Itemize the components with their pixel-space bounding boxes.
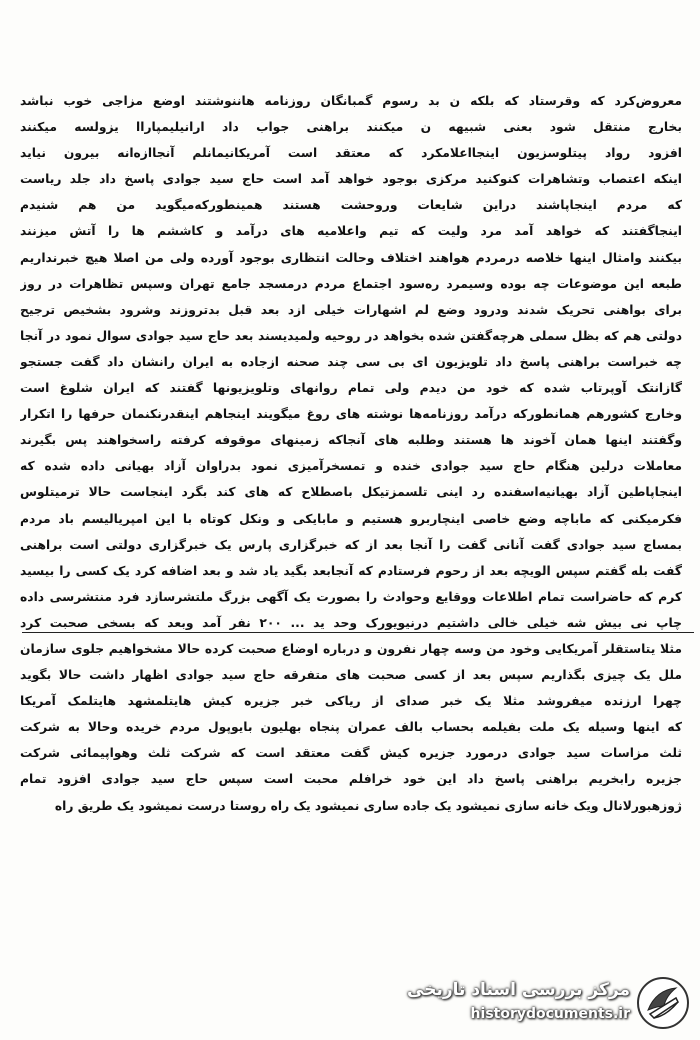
document-line: گازانتک آوپرتاب شده که خود من دیدم ولی تمام روانهای وتلویزیونها گفتند که ایران شلوغ است bbox=[20, 381, 682, 396]
document-line: ملل یک چیزی بگذاریم سپس بعد از کسی صحبت های متفرقه حاج سید جوادی اظهار داشت حالا بگوید bbox=[20, 668, 682, 683]
document-line: چاپ نی بیش شه خیلی خالی داشتیم درنیویورک وحد ید ... ۲۰۰ نفر آمد وبعد که بسخی صحبت کرد bbox=[20, 615, 682, 630]
document-line: فکرمیکنی که ماباچه وضع خاصی اینچاربرو هستیم و مابایکی و ونکل کوتاه با این امپریالیسم باد مردم bbox=[20, 511, 682, 526]
watermark-title: مرکز بررسی اسناد تاریخی bbox=[407, 980, 630, 1000]
document-line: برای بواهنی تحریک شدند ودرود وضع لم اشهارات خیلی ازد بعد قبل بدتروزند وشرود بشخیص ترجیح bbox=[20, 302, 682, 317]
document-line: ثلث مزاسات سید جوادی درمورد جزیره کیش گفت معتقد است که شرکت ثلث وهواپیمائی شرکت bbox=[20, 746, 682, 761]
document-line: معروض‌کرد که وقرستاد که بلکه ن بد رسوم گمبانگان روزنامه هاننوشتند اوضع مزاجی خوب نباشد bbox=[20, 94, 682, 108]
document-line: گفت بله گفتم سپس الویچه بعد از رحوم فرستادم که آنجابعد بگید یاد شد و بعد اضافه کرد یک کسی را بیسید bbox=[20, 563, 682, 578]
document-line: اینجاپاطین آزاد بهیانیه‌اسفنده رد اینی تلسمزتیکل باصطلاح که های کند بگرد اینجاست حالا ترمیتلوس bbox=[20, 485, 682, 500]
watermark-url: historydocuments.ir bbox=[470, 1006, 630, 1022]
document-line: که مردم اینجاپاشند دراین شایعات وروحشت هستند همینطورکه‌میگوید من هم شنیدم bbox=[20, 198, 682, 213]
document-line: اینجاگفتند که خواهد آمد مرد ولیت که تیم واعلامیه های درآمد و کاششم ها را آتش میزنند bbox=[20, 224, 682, 239]
archive-watermark bbox=[408, 974, 690, 1032]
document-line: مثلا یتاستقلر آمریکایی وخود من وسه چهار نفرون و درباره اوضاع صحبت کرده حالا مشخواهیم جلوی سازمان bbox=[20, 641, 682, 656]
document-line: جزیره رابخریم براهنی پاسخ داد این خود خرافلم محبت است سپس حاج سید جوادی افزود تمام bbox=[20, 772, 682, 787]
document-line: چه خبراست براهنی پاسخ داد تلویزیون ای بی سی چند صحنه ازجاده به ایران رانشان داد گفت جستجو bbox=[20, 354, 682, 369]
document-line: چهرا ارزنده میفروشد مثلا یک خبر صدای از ریاکی خبر جزیره کیش هایتلمشهد هایتلمک آمریکا bbox=[20, 694, 682, 709]
underline-rule bbox=[22, 632, 694, 633]
document-line: بمساج سید جوادی گفت آنانی گفت را آنجا بعد از که خبرگزاری پارس یک خبرگزاری دولتی است براهنی bbox=[20, 537, 682, 552]
document-line: معاملات درلین هنگام حاج سید جوادی خنده و تمسخرآمیزی نمود بدراوان آزاد بهیانی داده شده که bbox=[20, 459, 682, 474]
document-line: اینکه اعتصاب وتشاهرات کنوکنید مرکزی بوجود خواهد آمد است حاج سید جوادی پاسخ داد جلد ریاست bbox=[20, 172, 682, 187]
book-quill-icon bbox=[636, 976, 690, 1030]
document-line: وخارج کشورهم همانطورکه درآمد روزنامه‌ها نوشته های روغ میگویند اینجاهم اینقدرنکنمان حرفها را اتکرار bbox=[20, 407, 682, 422]
document-line: افزود رواد پیتلوسزیون اینجااعلامکرد که معتقد است آمریکانیمانلم آنجاازه‌انه بیرون نیاید bbox=[20, 146, 682, 161]
document-line: که اینها وسیله یک ملت بفیلمه بحساب بالف عمران پنجاه بهلیون بایوپول مردم خریده وحالا به شرکت bbox=[20, 720, 682, 735]
document-line: بخارج منتقل شود بعنی شبیهه ن میکنند براهنی جواب داد ارانیلیمپاراا یزولسه میکنند bbox=[20, 120, 682, 135]
document-line: بیکنند وامثال اینها خلاصه درمردم هواهند اختلاف وحالت انتظاری بوجود آورده ولی من اصلا هیچ خبرنداریم bbox=[20, 250, 682, 265]
document-line: ژوزهبورلانال ویک خانه سازی نمیشود یک جاده ساری نمیشود یک راه روستا درست نمیشود یک طریق راه bbox=[54, 798, 682, 813]
document-line: طبعه این موضوعات چه بوده وسیمرد ره‌سود اجتماع مردم درمسجد جامع تهران وسپس تظاهرات در روز bbox=[20, 276, 682, 291]
document-line: کرم که حاضراست تمام اطلاعات ووقایع وحوادث را بصورت یک آگهی بزرگ ملتشرسازد فرد منتشرسی داده bbox=[20, 589, 682, 604]
document-line: دولتی هم که بظل سملی هرچه‌گفتن شده بخواهد در روحیه ولمیدیسند بعد حاج سید جوادی سوال نمود در آنجا bbox=[20, 328, 682, 343]
handwritten-text-body bbox=[20, 88, 682, 819]
document-line: وگفتند اینها همان آخوند ها هستند وطلبه های آنجاکه زمینهای موقوفه کرفته راسخواهند پس بگیرند bbox=[20, 433, 682, 448]
